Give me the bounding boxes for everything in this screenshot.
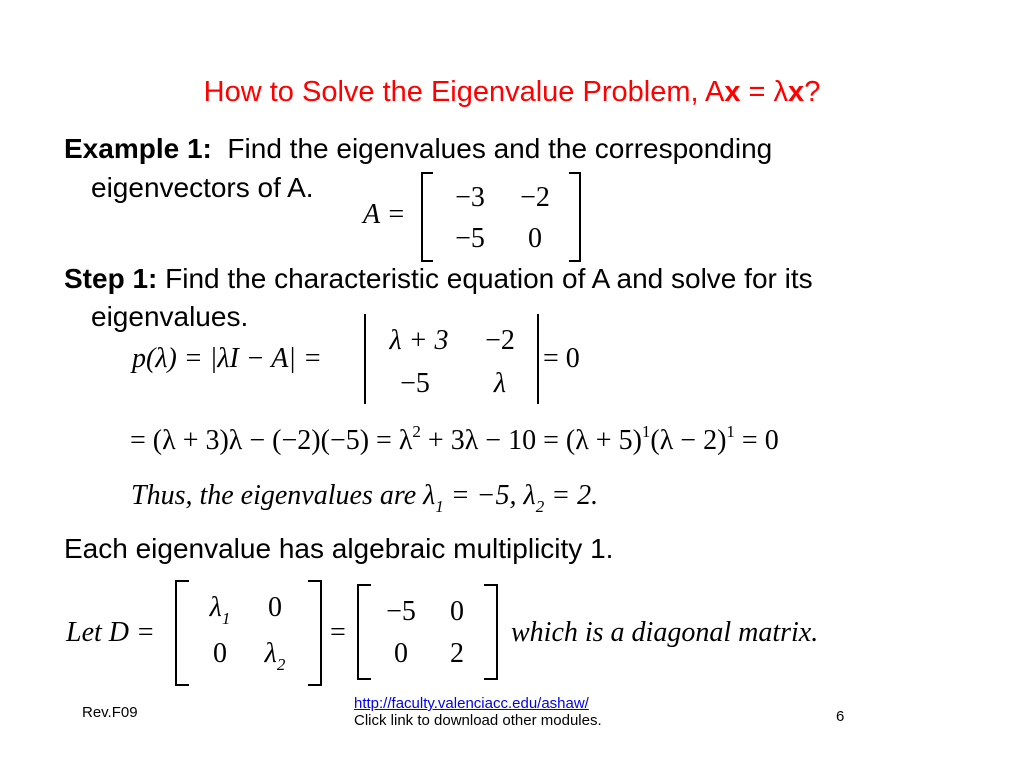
example-line-1: Example 1: Find the eigenvalues and the corresponding	[64, 133, 773, 164]
matrix-diag-cell: 0	[450, 596, 464, 627]
charpoly-cell: λ + 3	[389, 325, 449, 356]
letd-rhs: which is a diagonal matrix.	[511, 617, 819, 648]
footer-note: Click link to download other modules.	[354, 712, 602, 729]
charpoly-cell: −2	[485, 325, 515, 356]
step1-label: Step 1:	[64, 263, 158, 294]
matrix-a-lhs: A =	[363, 199, 406, 230]
matrix-d-right-bracket	[308, 580, 322, 686]
step1-line-2: eigenvalues.	[91, 301, 249, 332]
multiplicity-text: Each eigenvalue has algebraic multiplicity 1.	[64, 533, 614, 564]
matrix-diag-cell: 2	[450, 638, 464, 669]
step1-line-1: Step 1: Find the characteristic equation of A and solve for its	[64, 263, 813, 294]
charpoly-rhs: = 0	[543, 343, 580, 374]
footer-link-block	[354, 695, 602, 729]
matrix-d-cell: $\lambda_2$	[264, 638, 286, 674]
eigenvalues-conclusion: Thus, the eigenvalues are $\lambda_1 = -5$, $\lambda_2 = 2$.	[131, 480, 599, 516]
matrix-a-cell: −3	[455, 182, 485, 213]
matrix-diag-left-bracket	[357, 584, 371, 680]
slide-title: How to Solve the Eigenvalue Problem, Ax = λx?	[203, 76, 821, 108]
example-line-2: eigenvectors of A.	[91, 172, 314, 203]
matrix-diag-cell: 0	[394, 638, 408, 669]
page-number: 6	[836, 708, 845, 725]
matrix-a-left-bracket	[421, 172, 433, 262]
example-label: Example 1:	[64, 133, 212, 164]
revision-label: Rev.F09	[82, 704, 138, 721]
matrix-d-cell: 0	[268, 592, 282, 623]
matrix-a-cell: 0	[528, 223, 542, 254]
matrix-d-cell: $\lambda_1$	[209, 592, 231, 628]
matrix-d-cell: 0	[213, 638, 227, 669]
matrix-diag-cell: −5	[386, 596, 416, 627]
modules-link[interactable]: http://faculty.valenciacc.edu/ashaw/	[354, 695, 589, 712]
matrix-a-cell: −5	[455, 223, 485, 254]
charpoly-lhs: p(λ) = |λI − A| =	[132, 343, 322, 374]
letd-equals: =	[330, 617, 346, 648]
matrix-d-left-bracket	[175, 580, 189, 686]
charpoly-cell: λ	[493, 368, 507, 399]
det-right-bar	[537, 314, 539, 404]
det-left-bar	[364, 314, 366, 404]
matrix-a-cell: −2	[520, 182, 550, 213]
letd-lhs: Let D =	[66, 617, 155, 648]
matrix-a-right-bracket	[569, 172, 581, 262]
matrix-diag-right-bracket	[484, 584, 498, 680]
expansion-equation: = $(\lambda + 3)\lambda - (-2)(-5) = \lambda^2 + 3\lambda - 10 = (\lambda + 5)^1(\lambda - 2)^1 = 0$	[130, 422, 779, 456]
charpoly-cell: −5	[400, 368, 430, 399]
